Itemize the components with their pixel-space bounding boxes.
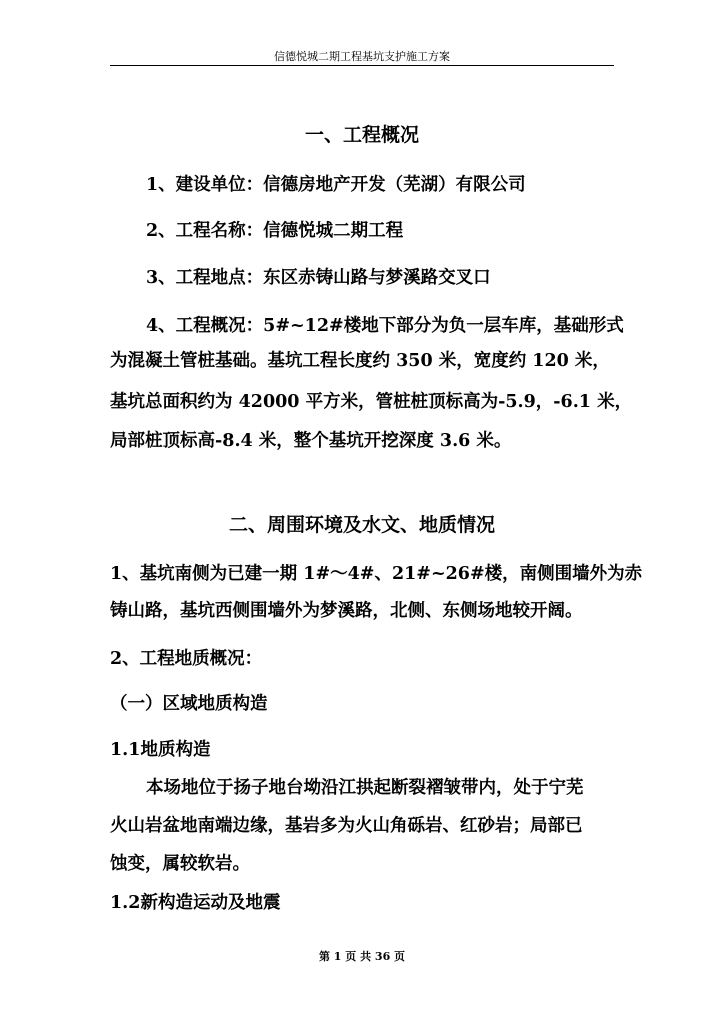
- construction-unit-line: 1、建设单位：信德房地产开发（芜湖）有限公司: [146, 175, 526, 195]
- section-2-title: 二、周围环境及水文、地质情况: [228, 514, 495, 536]
- tectonics-earthquake-heading: 1.2新构造运动及地震: [110, 893, 281, 913]
- section-1-title: 一、工程概况: [304, 124, 419, 146]
- geology-paragraph-line: 火山岩盆地南端边缘，基岩多为火山角砾岩、红砂岩；局部已: [110, 816, 583, 836]
- project-overview-line: 基坑总面积约为 42000 平方米，管桩桩顶标高为-5.9，-6.1 米，: [110, 392, 633, 412]
- project-overview-line: 4、工程概况：5#~12#楼地下部分为负一层车库，基础形式: [146, 316, 624, 336]
- geology-paragraph-line: 蚀变，属较软岩。: [110, 854, 250, 874]
- header-divider: [110, 65, 614, 66]
- regional-structure-heading: （一）区域地质构造: [110, 694, 268, 714]
- project-overview-line: 局部桩顶标高-8.4 米，整个基坑开挖深度 3.6 米。: [110, 431, 512, 451]
- page-header: 信德悦城二期工程基坑支护施工方案: [274, 50, 450, 63]
- page-footer: 第 1 页 共 36 页: [318, 950, 406, 963]
- project-name-line: 2、工程名称：信德悦城二期工程: [146, 221, 404, 241]
- geologic-structure-heading: 1.1地质构造: [110, 740, 211, 760]
- geology-paragraph-line: 本场地位于扬子地台坳沿江拱起断裂褶皱带内，处于宁芜: [146, 778, 584, 798]
- project-location-line: 3、工程地点：东区赤铸山路与梦溪路交叉口: [146, 268, 491, 288]
- surroundings-line: 1、基坑南侧为已建一期 1#～4#、21#~26#楼，南侧围墙外为赤: [110, 564, 643, 584]
- project-overview-line: 为混凝土管桩基础。基坑工程长度约 350 米，宽度约 120 米，: [110, 351, 610, 371]
- surroundings-line: 铸山路，基坑西侧围墙外为梦溪路，北侧、东侧场地较开阔。: [110, 601, 583, 621]
- geology-overview-heading: 2、工程地质概况：: [110, 649, 263, 669]
